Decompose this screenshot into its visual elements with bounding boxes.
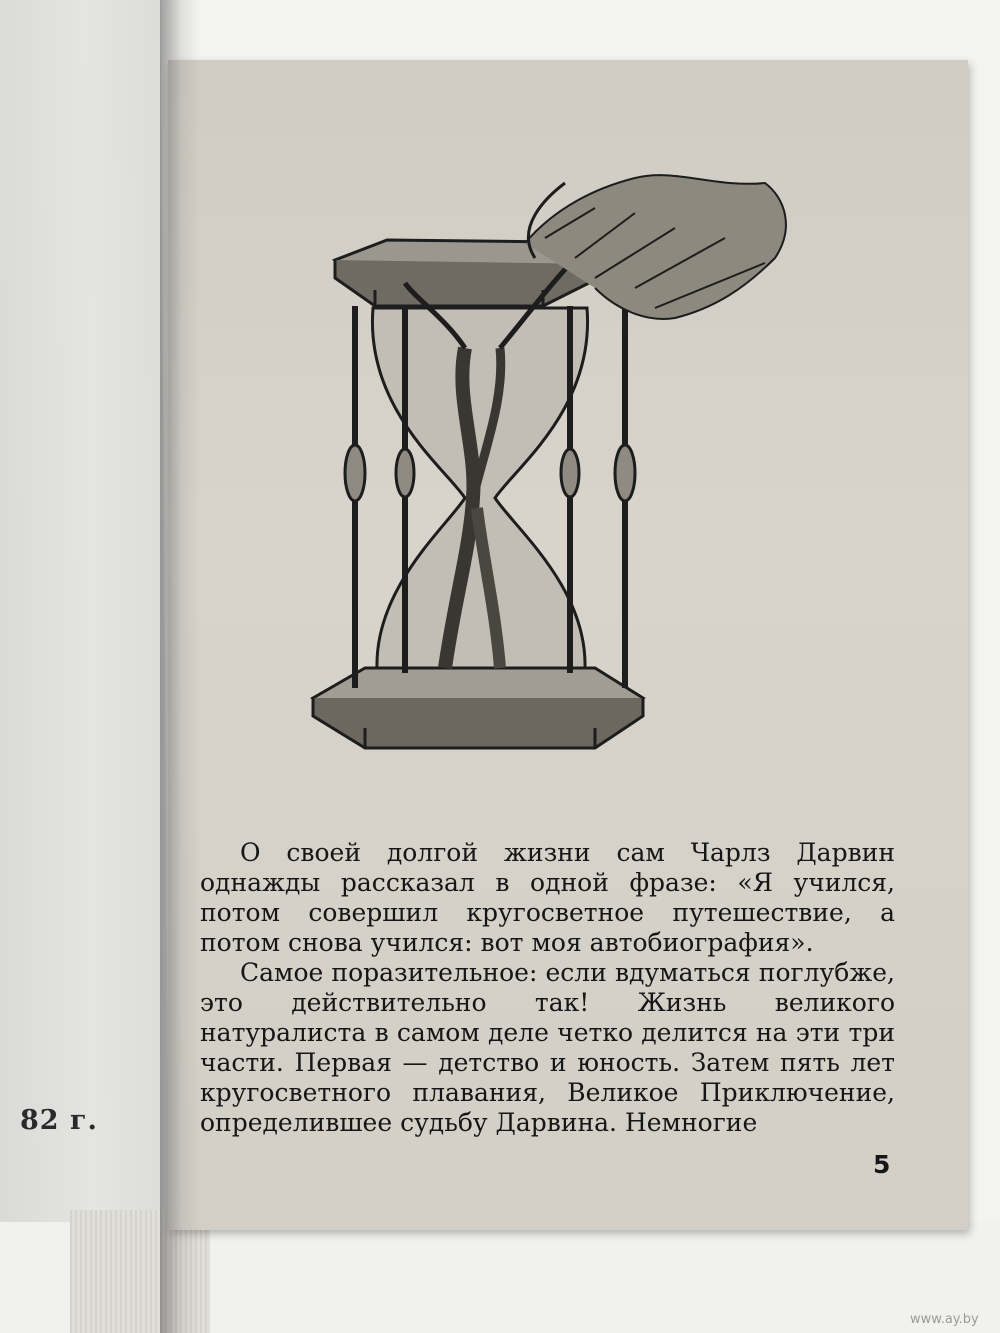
paragraph-2: Самое поразительное: если вдуматься поглубже, это действительно так! Жизнь великого натуралиста в самом деле четко делится на эти три части. Первая — детство и юность. Затем пять лет кругосветного плавания, Великое Приключение, определившее судьбу Дарвина. Немногие (200, 958, 895, 1137)
left-page-fragment: 82 г. (20, 1105, 98, 1136)
watermark: www.ay.by (910, 1312, 979, 1327)
body-text (200, 838, 895, 1138)
hourglass-with-tree-icon (295, 168, 810, 778)
page-number: 5 (873, 1150, 891, 1179)
spine-shadow (160, 0, 200, 1333)
paragraph-1: О своей долгой жизни сам Чарлз Дарвин однажды рассказал в одной фразе: «Я учился, потом совершил кругосветное путешествие, а потом снова учился: вот моя автобиография». (200, 838, 895, 957)
